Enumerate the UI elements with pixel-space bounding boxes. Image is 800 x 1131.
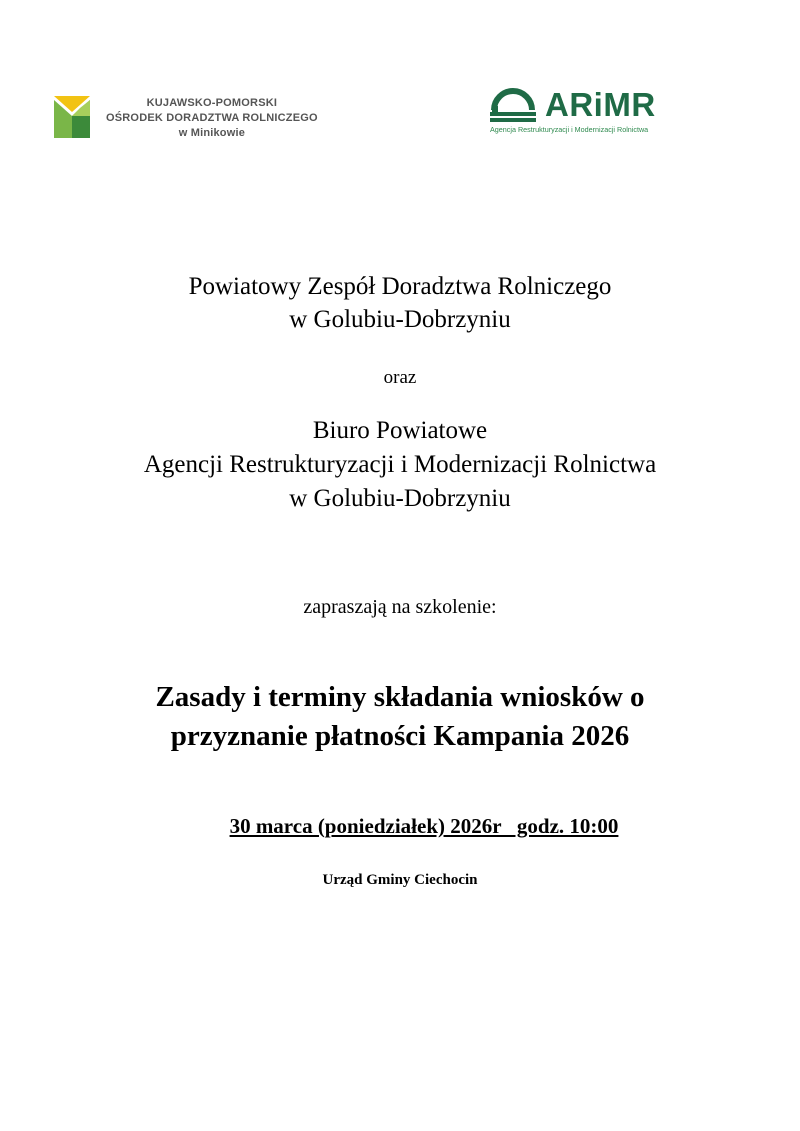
organizer-first bbox=[0, 270, 800, 336]
training-title bbox=[0, 678, 800, 756]
training-title-line: Zasady i terminy składania wniosków o bbox=[155, 681, 645, 713]
organizer-second-line: Biuro Powiatowe bbox=[312, 417, 488, 444]
training-schedule: 30 marca (poniedziałek) 2026r godz. 10:00 bbox=[229, 814, 619, 838]
kodr-emblem-icon bbox=[54, 96, 90, 138]
arimr-wordmark: ARiMR bbox=[545, 86, 656, 123]
organizer-connector: oraz bbox=[383, 367, 417, 388]
organizer-second bbox=[0, 414, 800, 516]
kodr-line-3: w Minikowie bbox=[178, 127, 246, 139]
organizer-second-line: w Golubiu-Dobrzyniu bbox=[289, 485, 511, 512]
arimr-logo bbox=[490, 88, 690, 134]
kodr-line-2: OŚRODEK DORADZTWA ROLNICZEGO bbox=[106, 112, 318, 124]
kodr-name bbox=[106, 96, 318, 141]
training-location: Urząd Gminy Ciechocin bbox=[322, 872, 478, 888]
invitation-text: zapraszają na szkolenie: bbox=[303, 596, 497, 618]
kodr-logo bbox=[54, 96, 318, 141]
training-title-line: przyznanie płatności Kampania 2026 bbox=[170, 720, 630, 752]
organizer-first-line: w Golubiu-Dobrzyniu bbox=[289, 306, 511, 333]
kodr-line-1: KUJAWSKO-POMORSKI bbox=[146, 97, 278, 109]
arimr-emblem-icon bbox=[490, 88, 545, 122]
organizer-second-line: Agencji Restrukturyzacji i Modernizacji Rolnictwa bbox=[143, 451, 657, 478]
organizer-first-line: Powiatowy Zespół Doradztwa Rolniczego bbox=[188, 273, 612, 300]
arimr-subtitle: Agencja Restrukturyzacji i Modernizacji Rolnictwa bbox=[490, 125, 649, 134]
